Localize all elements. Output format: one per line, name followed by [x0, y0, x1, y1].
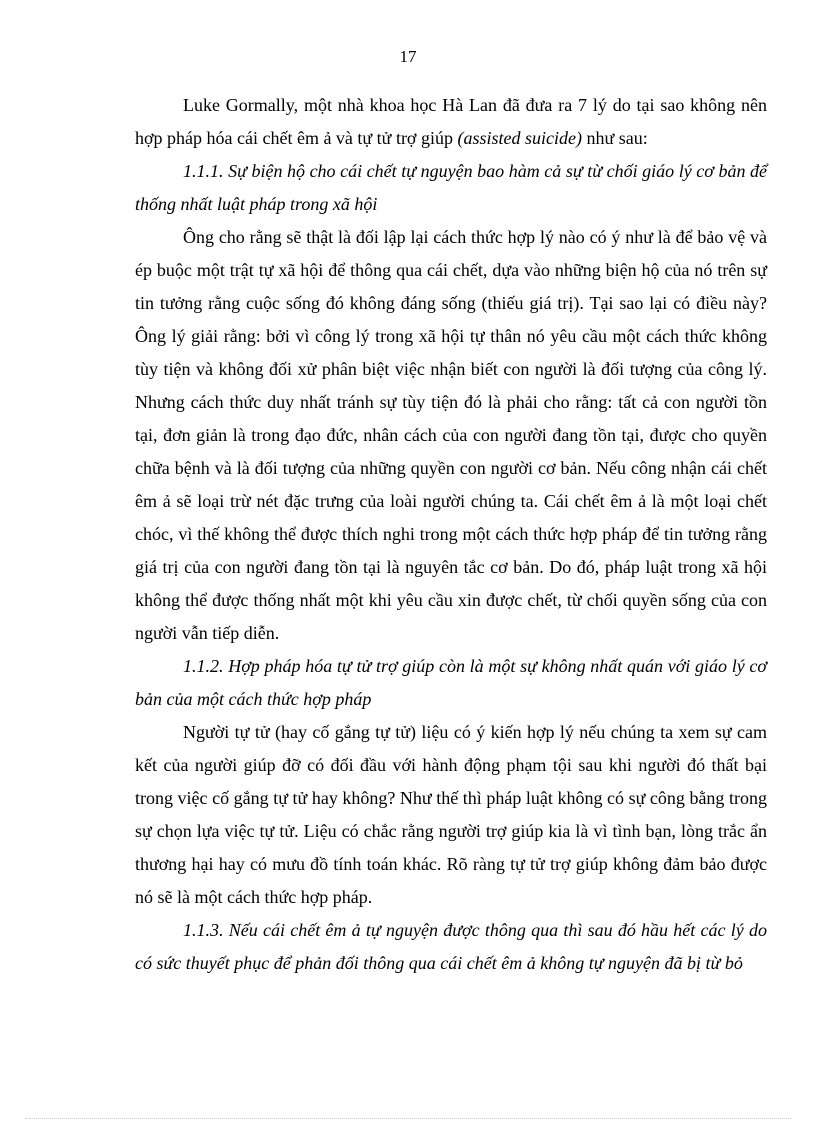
intro-text-before: Luke Gormally, một nhà khoa học Hà Lan đã đưa ra 7 lý do tại sao không nên hợp pháp hóa cái chết êm ả và tự tử trợ giúp — [135, 95, 767, 148]
section-heading-1-1-3: 1.1.3. Nếu cái chết êm ả tự nguyện được thông qua thì sau đó hầu hết các lý do có sức thuyết phục để phản đối thông qua cái chết êm ả không tự nguyện đã bị từ bỏ — [135, 920, 767, 973]
section-heading-1-1-2: 1.1.2. Hợp pháp hóa tự tử trợ giúp còn là một sự không nhất quán với giáo lý cơ bản của một cách thức hợp pháp — [135, 656, 767, 709]
section-body-1-1-2: Người tự tử (hay cố gắng tự tử) liệu có ý kiến hợp lý nếu chúng ta xem sự cam kết của người giúp đỡ có đối đầu với hành động phạm tội sau khi người đó thất bại trong việc cố gắng tự tử hay không? Như thế thì pháp luật không có sự công bằng trong sự chọn lựa việc tự tử. Liệu có chắc rằng người trợ giúp kia là vì tình bạn, lòng trắc ẩn thương hại hay có mưu đồ tính toán khác. Rõ ràng tự tử trợ giúp không đảm bảo được nó sẽ là một cách thức hợp pháp. — [135, 722, 767, 907]
intro-paragraph — [135, 89, 767, 155]
section-body-1-1-1: Ông cho rằng sẽ thật là đối lập lại cách thức hợp lý nào có ý như là để bảo vệ và ép buộc một trật tự xã hội để thông qua cái chết, dựa vào những biện hộ của nó trên sự tin tưởng rằng cuộc sống đó không đáng sống (thiếu giá trị). Tại sao lại có điều này? Ông lý giải rằng: bởi vì công lý trong xã hội tự thân nó yêu cầu một cách thức không tùy tiện và không đối xử phân biệt việc nhận biết con người là đối tượng của công lý. Nhưng cách thức duy nhất tránh sự tùy tiện đó là phải cho rằng: tất cả con người tồn tại, đơn giản là trong đạo đức, nhân cách của con người đang tồn tại, được cho quyền chữa bệnh và là đối tượng của những quyền con người cơ bản. Nếu công nhận cái chết êm ả sẽ loại trừ nét đặc trưng của loài người chúng ta. Cái chết êm ả là một loại chết chóc, vì thế không thể được thích nghi trong một cách thức hợp pháp để tin tưởng rằng giá trị của con người đang tồn tại là nguyên tắc cơ bản. Do đó, pháp luật trong xã hội không thể được thống nhất một khi yêu cầu xin được chết, từ chối quyền sống của con người vẫn tiếp diễn. — [135, 227, 767, 643]
section-heading-1-1-1: 1.1.1. Sự biện hộ cho cái chết tự nguyện bao hàm cả sự từ chối giáo lý cơ bản để thống nhất luật pháp trong xã hội — [135, 161, 767, 214]
page-number: 17 — [399, 47, 417, 66]
intro-term: (assisted suicide) — [457, 128, 582, 148]
intro-text-after: như sau: — [581, 128, 648, 148]
page-bottom-divider — [25, 1118, 791, 1119]
document-body — [135, 89, 767, 980]
